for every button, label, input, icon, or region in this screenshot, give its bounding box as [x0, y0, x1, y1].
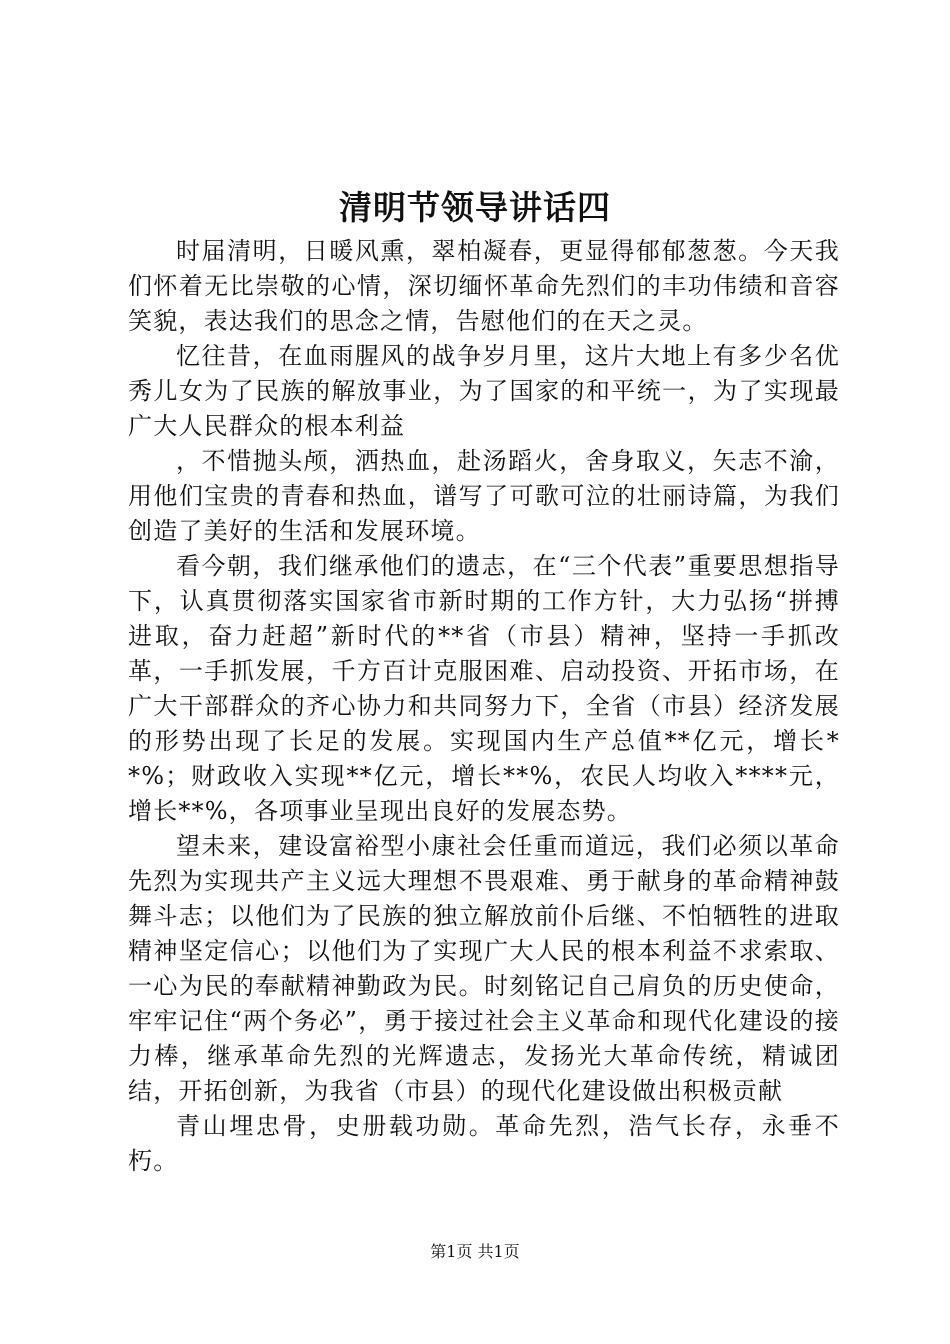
- paragraph-5: 望未来，建设富裕型小康社会任重而道远，我们必须以革命先烈为实现共产主义远大理想不畏艰难、勇于献身的革命精神鼓舞斗志；以他们为了民族的独立解放前仆后继、不怕牺牲的进取精神坚定信心；以他们为了实现广大人民的根本利益不求索取、一心为民的奉献精神勤政为民。时刻铭记自己肩负的历史使命，牢牢记住“两个务必”，勇于接过社会主义革命和现代化建设的接力棒，继承革命先烈的光辉遗志，发扬光大革命传统，精诚团结，开拓创新，为我省（市县）的现代化建设做出积极贡献: [128, 832, 840, 1105]
- page-footer: 第1页 共1页: [430, 1242, 520, 1261]
- document-body: [128, 234, 840, 1179]
- paragraph-2: 忆往昔，在血雨腥风的战争岁月里，这片大地上有多少名优秀儿女为了民族的解放事业，为了国家的和平统一，为了实现最广大人民群众的根本利益: [128, 342, 840, 440]
- paragraph-1: 时届清明，日暖风熏，翠柏凝春，更显得郁郁葱葱。今天我们怀着无比崇敬的心情，深切缅怀革命先烈们的丰功伟绩和音容笑貌，表达我们的思念之情，告慰他们的在天之灵。: [128, 237, 840, 335]
- paragraph-4: 看今朝，我们继承他们的遗志，在“三个代表”重要思想指导下，认真贯彻落实国家省市新时期的工作方针，大力弘扬“拼搏进取，奋力赶超”新时代的**省（市县）精神，坚持一手抓改革，一手抓发展，千方百计克服困难、启动投资、开拓市场，在广大干部群众的齐心协力和共同努力下，全省（市县）经济发展的形势出现了长足的发展。实现国内生产总值**亿元，增长**%；财政收入实现**亿元，增长**%，农民人均收入****元，增长**%，各项事业呈现出良好的发展态势。: [128, 552, 840, 825]
- document-title: 清明节领导讲话四: [339, 188, 611, 227]
- paragraph-6: 青山埋忠骨，史册载功勋。革命先烈，浩气长存，永垂不朽。: [128, 1112, 840, 1175]
- paragraph-3: ，不惜抛头颅，洒热血，赴汤蹈火，舍身取义，矢志不渝，用他们宝贵的青春和热血，谱写了可歌可泣的壮丽诗篇，为我们创造了美好的生活和发展环境。: [128, 447, 840, 545]
